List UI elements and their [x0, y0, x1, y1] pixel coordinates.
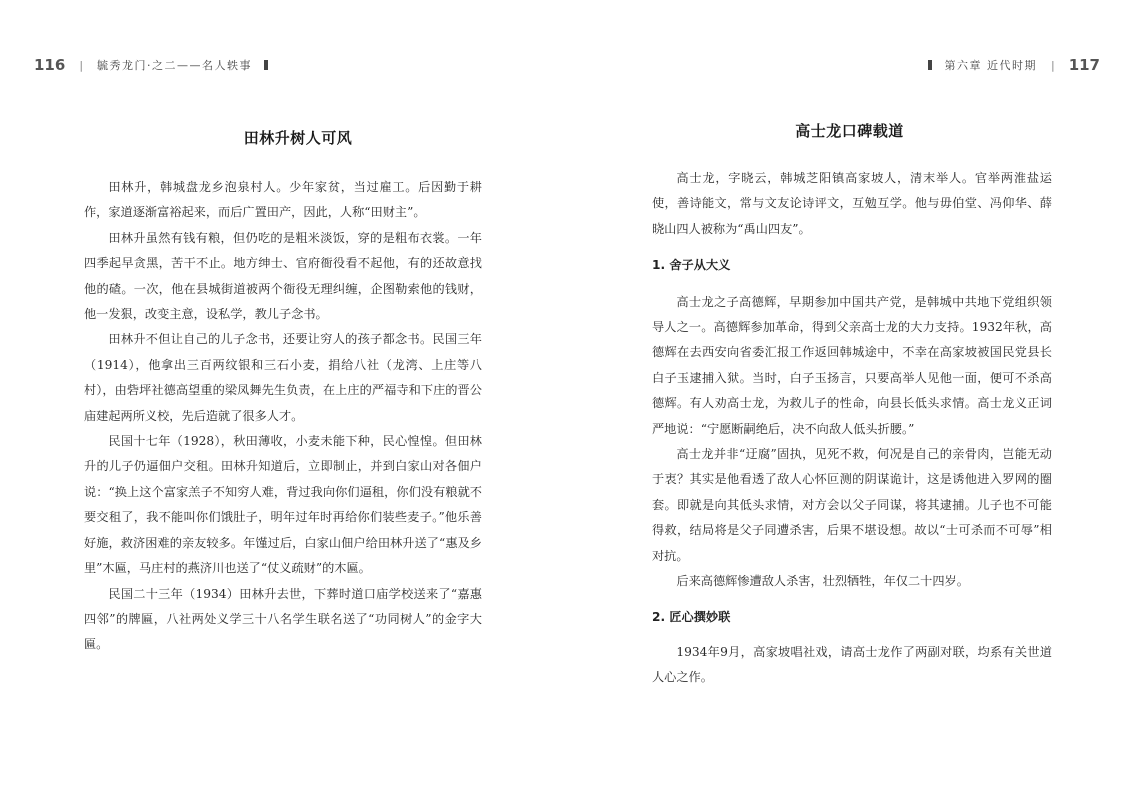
header-separator: | — [1050, 58, 1055, 72]
page-number: 117 — [1068, 56, 1100, 74]
left-page — [0, 0, 566, 799]
paragraph: 高士龙之子高德辉，早期参加中国共产党，是韩城中共地下党组织领导人之一。高德辉参加革命，得到父亲高士龙的大力支持。1932年秋，高德辉在去西安向省委汇报工作返回韩城途中，不幸在高家坡被国民党县长白子玉逮捕入狱。当时，白子玉扬言，只要高举人见他一面，便可不杀高德辉。有人劝高士龙，为救儿子的性命，向县长低头求情。高士龙义正词严地说：“宁愿断嗣绝后，决不向敌人低头折腰。” — [652, 294, 1052, 436]
paragraph: 后来高德辉惨遭敌人杀害，壮烈牺牲，年仅二十四岁。 — [676, 574, 969, 589]
paragraph: 民国十七年（1928），秋田薄收，小麦未能下种，民心惶惶。但田林升的儿子仍逼佃户交租。田林升知道后，立即制止，并到白家山对各佃户说：“换上这个富家羔子不知穷人难，背过我向你们逼租，你们没有粮就不要交租了，我不能叫你们饿肚子，明年过年时再给你们装些麦子。”他乐善好施，救济困难的亲友较多。年馑过后，白家山佃户给田林升送了“惠及乡里”木匾，马庄村的燕济川也送了“仗义疏财”的木匾。 — [84, 434, 482, 576]
left-header — [34, 54, 280, 76]
right-page — [566, 0, 1133, 799]
section-heading: 2. 匠心撰妙联 — [652, 609, 731, 624]
section-heading: 1. 舍子从大义 — [652, 258, 731, 273]
right-header — [916, 54, 1100, 76]
paragraph: 1934年9月，高家坡唱社戏，请高士龙作了两副对联，均系有关世道人心之作。 — [652, 644, 1052, 685]
header-separator: | — [79, 58, 84, 72]
article-title: 田林升树人可风 — [243, 129, 353, 147]
article-title: 高士龙口碑载道 — [795, 122, 904, 140]
paragraph: 田林升，韩城盘龙乡泡泉村人。少年家贫，当过雇工。后因勤于耕作，家道逐渐富裕起来，而后广置田产，因此，人称“田财主”。 — [84, 180, 482, 220]
page-number: 116 — [34, 56, 66, 74]
header-bar-icon — [264, 60, 268, 70]
running-title: 第六章 近代时期 — [944, 59, 1037, 72]
running-title: 毓秀龙门·之二——名人轶事 — [97, 59, 253, 72]
paragraph: 高士龙并非“迂腐”固执，见死不救，何况是自己的亲骨肉，岂能无动于衷？其实是他看透了敌人心怀叵测的阴谋诡计，这是诱他进入罗网的圈套。即就是向其低头求情，对方会以父子同谋，将其逮捕。儿子也不可能得救，结局将是父子同遭杀害，后果不堪设想。故以“士可杀而不可辱”相对抗。 — [652, 447, 1052, 563]
paragraph: 田林升虽然有钱有粮，但仍吃的是粗米淡饭，穿的是粗布衣裳。一年四季起早贪黑，苦干不止。地方绅士、官府衙役看不起他，有的还故意找他的碴。一次，他在县城街道被两个衙役无理纠缠，企图勒索他的钱财，他一发狠，改变主意，设私学，教儿子念书。 — [84, 230, 482, 322]
paragraph: 田林升不但让自己的儿子念书，还要让穷人的孩子都念书。民国三年（1914），他拿出三百两纹银和三石小麦，捐给八社（龙湾、上庄等八村），由砦坪社德高望重的梁凤舞先生负责，在上庄的严福寺和下庄的晋公庙建起两所义校，先后造就了很多人才。 — [84, 332, 482, 423]
article-body — [652, 166, 1052, 691]
paragraph: 民国二十三年（1934）田林升去世，下葬时道口庙学校送来了“嘉惠四邻”的牌匾，八社两处义学三十八名学生联名送了“功同树人”的金字大匾。 — [84, 586, 482, 652]
article-body — [84, 175, 482, 658]
paragraph: 高士龙，字晓云，韩城芝阳镇高家坡人，清末举人。官举两淮盐运使，善诗能文，常与文友论诗评文，互勉互学。他与毋伯堂、冯仰华、薛晓山四人被称为“禹山四友”。 — [652, 171, 1052, 236]
header-bar-icon — [928, 60, 932, 70]
